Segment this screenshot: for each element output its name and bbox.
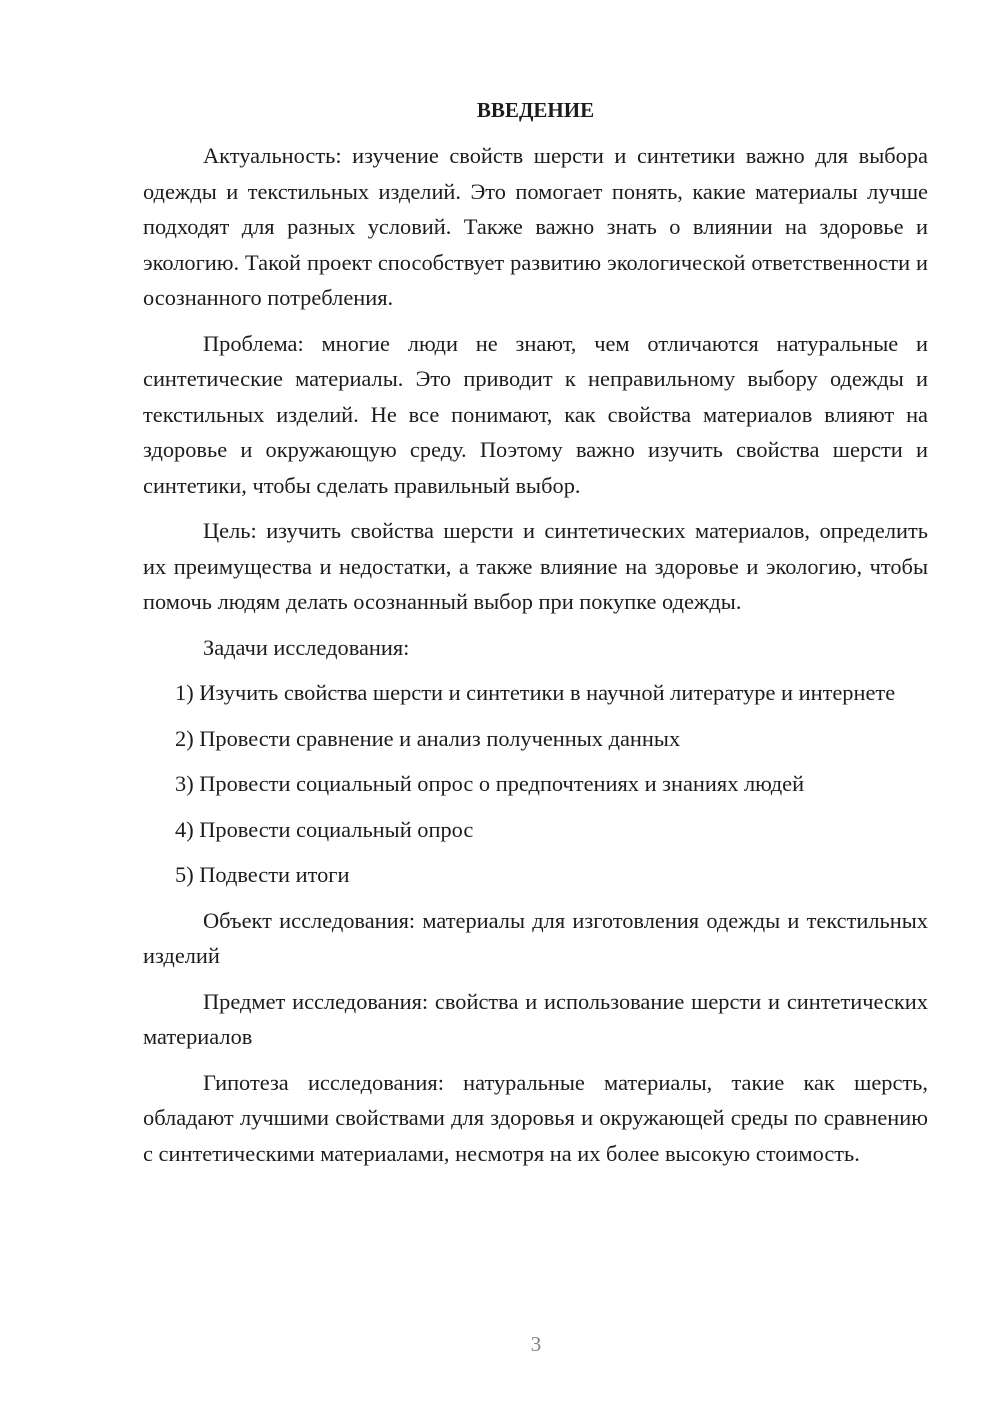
subject-paragraph: Предмет исследования: свойства и использование шерсти и синтетических материалов [143,988,928,1049]
relevance-paragraph: Актуальность: изучение свойств шерсти и синтетики важно для выбора одежды и текстильных изделий. Это помогает понять, какие материалы лучше подходят для разных условий. Также важно знать о влиянии на здоровье и экологию. Такой проект способствует развитию экологической ответственности и осознанного потребления. [143,143,928,310]
tasks-title: Задачи исследования: [203,634,410,660]
hypothesis-paragraph: Гипотеза исследования: натуральные материалы, такие как шерсть, обладают лучшими свойствами для здоровья и окружающей среды по сравнению с синтетическими материалами, несмотря на их более высокую стоимость. [143,1069,928,1166]
page-number: 3 [530,1332,542,1356]
task-item-1: 1) Изучить свойства шерсти и синтетики в научной литературе и интернете [175,680,896,705]
task-item-2: 2) Провести сравнение и анализ полученных данных [175,725,681,751]
section-heading: ВВЕДЕНИЕ [476,98,595,122]
task-item-4: 4) Провести социальный опрос [175,816,474,842]
task-item-5: 5) Подвести итоги [175,862,350,887]
problem-paragraph: Проблема: многие люди не знают, чем отличаются натуральные и синтетические материалы. Это приводит к неправильному выбору одежды и текстильных изделий. Не все понимают, как свойства материалов влияют на здоровье и окружающую среду. Поэтому важно изучить свойства шерсти и синтетики, чтобы сделать правильный выбор. [143,330,928,498]
goal-paragraph: Цель: изучить свойства шерсти и синтетических материалов, определить их преимущества и недостатки, а также влияние на здоровье и экологию, чтобы помочь людям делать осознанный выбор при покупке одежды. [143,518,928,614]
object-paragraph: Объект исследования: материалы для изготовления одежды и текстильных изделий [143,907,928,968]
task-item-3: 3) Провести социальный опрос о предпочтениях и знаниях людей [175,771,805,796]
page-content [143,92,928,1171]
